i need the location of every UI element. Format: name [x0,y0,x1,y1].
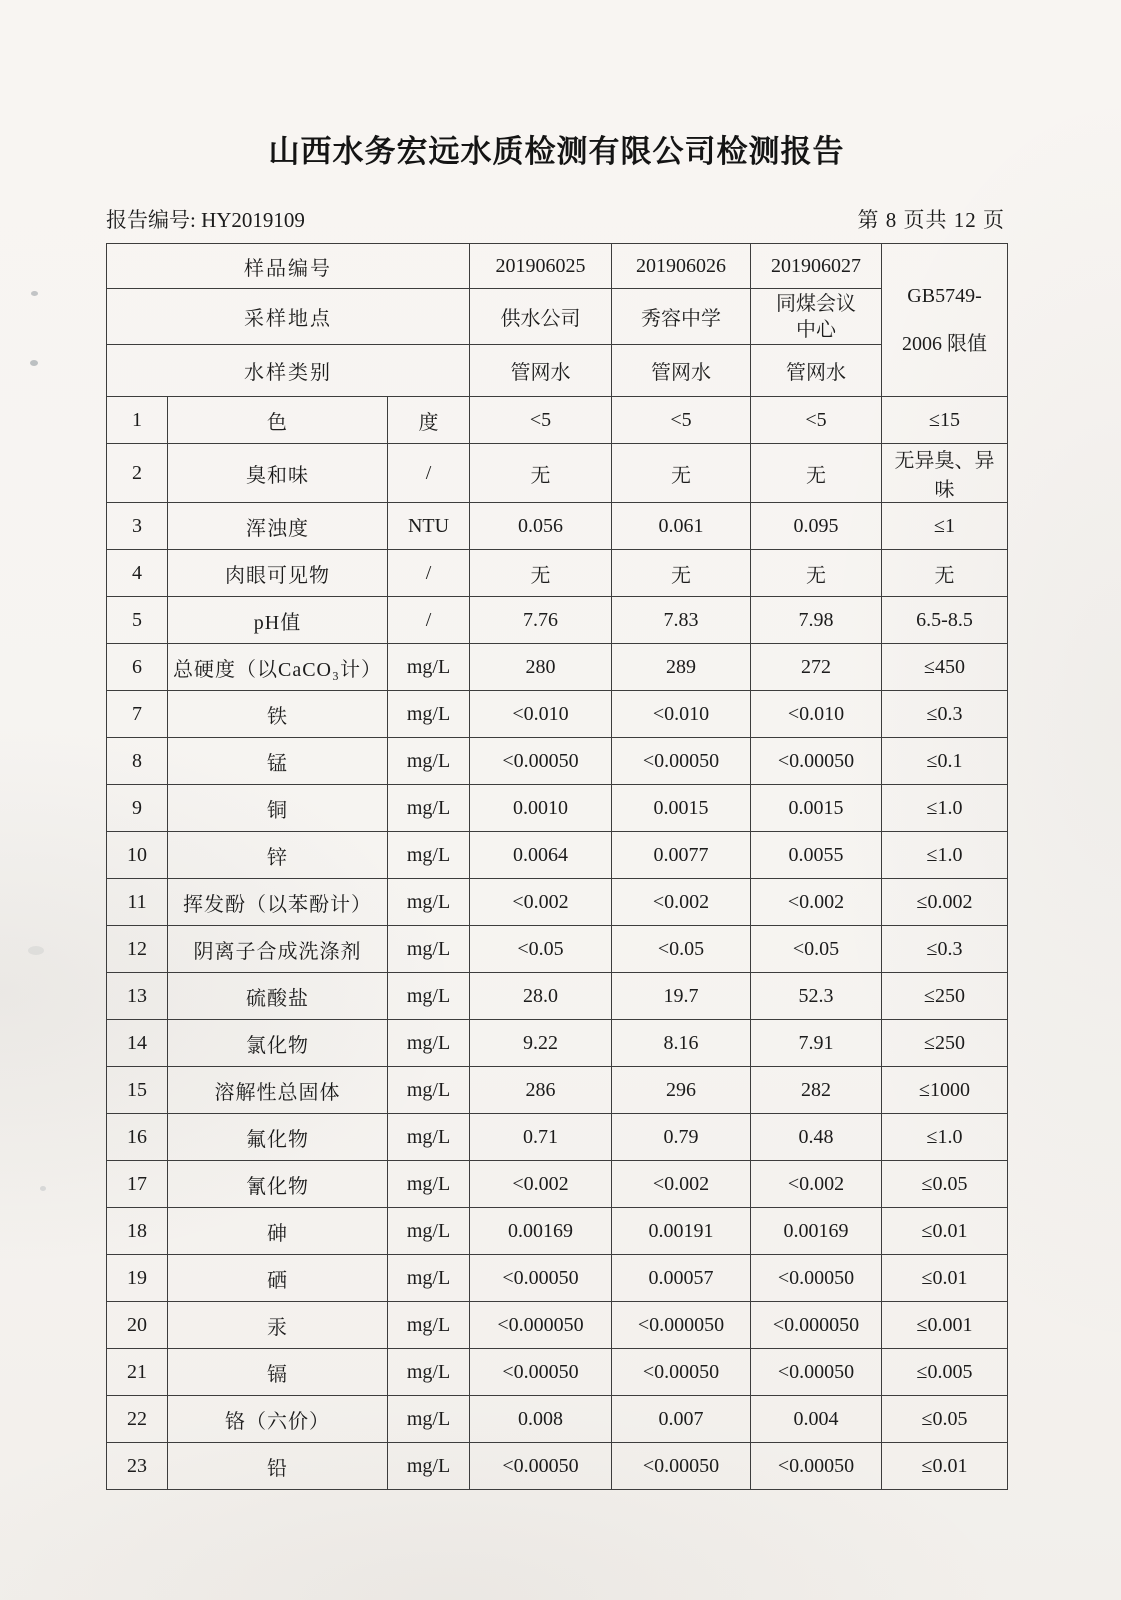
location-label: 采样地点 [107,289,470,345]
parameter-name: 总硬度（以CaCO₃计） [168,644,388,691]
limit-value: ≤0.01 [882,1208,1008,1255]
sample1-value: <0.00050 [470,1255,612,1302]
sample1-value: <0.010 [470,691,612,738]
sample3-value: <0.00050 [751,1443,882,1490]
limit-value: ≤0.002 [882,879,1008,926]
limit-standard-header [882,244,1008,397]
sample2-value: 0.007 [612,1396,751,1443]
row-number: 6 [107,644,168,691]
sample2-value: 296 [612,1067,751,1114]
sample3-value: 0.0015 [751,785,882,832]
location-3-text: 同煤会议中心 [776,292,857,341]
sample-no-3: 201906027 [751,244,882,289]
results-tbody [107,397,1008,1490]
limit-value: ≤250 [882,973,1008,1020]
sample-type-2: 管网水 [612,345,751,397]
sample2-value: 289 [612,644,751,691]
sample1-value: <0.002 [470,879,612,926]
unit-cell: NTU [388,503,470,550]
table-row [107,1067,1008,1114]
sample3-value: <0.000050 [751,1302,882,1349]
sample1-value: <0.000050 [470,1302,612,1349]
row-number: 14 [107,1020,168,1067]
parameter-name: 硫酸盐 [168,973,388,1020]
unit-cell: mg/L [388,973,470,1020]
unit-cell: mg/L [388,1208,470,1255]
parameter-name: 氯化物 [168,1020,388,1067]
sample2-value: 7.83 [612,597,751,644]
row-number: 18 [107,1208,168,1255]
table-row [107,879,1008,926]
sample2-value: 19.7 [612,973,751,1020]
limit-value: ≤0.01 [882,1443,1008,1490]
row-number: 5 [107,597,168,644]
sample3-value: <0.010 [751,691,882,738]
limit-value: 6.5-8.5 [882,597,1008,644]
sample3-value: <5 [751,397,882,444]
unit-cell: mg/L [388,644,470,691]
row-number: 3 [107,503,168,550]
sample1-value: 286 [470,1067,612,1114]
table-row [107,1208,1008,1255]
sample3-value: <0.002 [751,1161,882,1208]
parameter-name: 镉 [168,1349,388,1396]
parameter-name: 氟化物 [168,1114,388,1161]
parameter-name: 汞 [168,1302,388,1349]
limit-value: ≤0.001 [882,1302,1008,1349]
report-number: 报告编号: HY2019109 [106,208,305,232]
scan-speck [30,360,38,366]
sample1-value: 0.056 [470,503,612,550]
table-row [107,926,1008,973]
sample1-value: 0.0010 [470,785,612,832]
table-row [107,785,1008,832]
row-number: 20 [107,1302,168,1349]
limit-value: 无异臭、异味 [882,444,1008,503]
parameter-name: 铅 [168,1443,388,1490]
sample3-value: 7.98 [751,597,882,644]
sample-no-1: 201906025 [470,244,612,289]
sample-no-label: 样品编号 [107,244,470,289]
sample2-value: 无 [612,550,751,597]
sample1-value: 0.00169 [470,1208,612,1255]
unit-cell: mg/L [388,738,470,785]
sample1-value: 28.0 [470,973,612,1020]
limit-value: ≤0.01 [882,1255,1008,1302]
sample3-value: 0.48 [751,1114,882,1161]
sample1-value: 无 [470,550,612,597]
limit-value: ≤1.0 [882,832,1008,879]
table-row [107,550,1008,597]
header-row-sample-no [107,244,1008,289]
limit-value: ≤1.0 [882,1114,1008,1161]
sample1-value: 无 [470,444,612,503]
sample-type-1: 管网水 [470,345,612,397]
unit-cell: / [388,444,470,503]
sample2-value: <0.00050 [612,1349,751,1396]
sample1-value: 0.0064 [470,832,612,879]
table-row [107,444,1008,503]
row-number: 2 [107,444,168,503]
parameter-name: 阴离子合成洗涤剂 [168,926,388,973]
sample3-value: <0.00050 [751,1255,882,1302]
parameter-name: 挥发酚（以苯酚计） [168,879,388,926]
sample3-value: 0.095 [751,503,882,550]
sample2-value: <5 [612,397,751,444]
table-row [107,973,1008,1020]
report-meta [106,204,1007,234]
row-number: 22 [107,1396,168,1443]
unit-cell: mg/L [388,1067,470,1114]
limit-value: ≤0.3 [882,926,1008,973]
sample1-value: 0.008 [470,1396,612,1443]
sample-type-label: 水样类别 [107,345,470,397]
sample3-value: 282 [751,1067,882,1114]
unit-cell: mg/L [388,1020,470,1067]
row-number: 19 [107,1255,168,1302]
row-number: 10 [107,832,168,879]
row-number: 16 [107,1114,168,1161]
unit-cell: mg/L [388,691,470,738]
sample2-value: <0.00050 [612,1443,751,1490]
sample3-value: <0.05 [751,926,882,973]
table-row [107,691,1008,738]
row-number: 8 [107,738,168,785]
row-number: 13 [107,973,168,1020]
unit-cell: mg/L [388,1349,470,1396]
header-row-location [107,289,1008,345]
parameter-name: 铜 [168,785,388,832]
table-row [107,1020,1008,1067]
sample2-value: 0.0015 [612,785,751,832]
sample1-value: 0.71 [470,1114,612,1161]
sample3-value: 52.3 [751,973,882,1020]
sample-type-3: 管网水 [751,345,882,397]
sample2-value: <0.002 [612,879,751,926]
report-document [106,126,1007,1490]
sample2-value: 0.79 [612,1114,751,1161]
unit-cell: mg/L [388,1255,470,1302]
limit-value: ≤0.3 [882,691,1008,738]
sample3-value: 0.004 [751,1396,882,1443]
location-2: 秀容中学 [612,289,751,345]
page-title: 山西水务宏远水质检测有限公司检测报告 [268,134,845,169]
limit-value: ≤0.05 [882,1396,1008,1443]
limit-value: 无 [882,550,1008,597]
sample3-value: <0.002 [751,879,882,926]
row-number: 11 [107,879,168,926]
table-row [107,644,1008,691]
limit-value: ≤1 [882,503,1008,550]
limit-value: ≤0.05 [882,1161,1008,1208]
row-number: 1 [107,397,168,444]
unit-cell: mg/L [388,1396,470,1443]
unit-cell: mg/L [388,832,470,879]
parameter-name: 锰 [168,738,388,785]
unit-cell: / [388,550,470,597]
parameter-name: 肉眼可见物 [168,550,388,597]
sample2-value: 8.16 [612,1020,751,1067]
limit-value: ≤450 [882,644,1008,691]
limit-value: ≤250 [882,1020,1008,1067]
row-number: 15 [107,1067,168,1114]
page-indicator: 第 8 页共 12 页 [857,208,1005,232]
table-row [107,832,1008,879]
sample1-value: <0.00050 [470,738,612,785]
table-row [107,503,1008,550]
limit-value: ≤1000 [882,1067,1008,1114]
limit-value: ≤15 [882,397,1008,444]
row-number: 12 [107,926,168,973]
results-table [106,243,1008,1490]
unit-cell: mg/L [388,1302,470,1349]
header-row-sample-type [107,345,1008,397]
sample2-value: 0.00057 [612,1255,751,1302]
sample3-value: 272 [751,644,882,691]
table-row [107,1302,1008,1349]
sample3-value: <0.00050 [751,738,882,785]
unit-cell: mg/L [388,1161,470,1208]
sample1-value: 280 [470,644,612,691]
table-row [107,1396,1008,1443]
unit-cell: mg/L [388,785,470,832]
sample1-value: <0.00050 [470,1349,612,1396]
sample1-value: <0.00050 [470,1443,612,1490]
row-number: 23 [107,1443,168,1490]
limit-standard-line1: GB5749- [907,285,982,307]
sample1-value: 7.76 [470,597,612,644]
location-1: 供水公司 [470,289,612,345]
scan-speck [31,291,38,296]
limit-value: ≤0.005 [882,1349,1008,1396]
sample2-value: <0.010 [612,691,751,738]
limit-value: ≤1.0 [882,785,1008,832]
table-row [107,597,1008,644]
sample2-value: <0.000050 [612,1302,751,1349]
location-3 [751,289,882,345]
sample3-value: <0.00050 [751,1349,882,1396]
sample2-value: <0.002 [612,1161,751,1208]
parameter-name: 色 [168,397,388,444]
parameter-name: 硒 [168,1255,388,1302]
parameter-name: pH值 [168,597,388,644]
sample3-value: 无 [751,550,882,597]
parameter-name: 浑浊度 [168,503,388,550]
sample3-value: 0.0055 [751,832,882,879]
sample2-value: <0.05 [612,926,751,973]
row-number: 4 [107,550,168,597]
table-row [107,738,1008,785]
sample2-value: 0.0077 [612,832,751,879]
limit-value: ≤0.1 [882,738,1008,785]
table-row [107,1114,1008,1161]
row-number: 21 [107,1349,168,1396]
sample-no-2: 201906026 [612,244,751,289]
sample1-value: 9.22 [470,1020,612,1067]
sample2-value: <0.00050 [612,738,751,785]
parameter-name: 锌 [168,832,388,879]
scan-speck [28,946,44,955]
table-row [107,1161,1008,1208]
sample1-value: <5 [470,397,612,444]
sample1-value: <0.002 [470,1161,612,1208]
unit-cell: mg/L [388,926,470,973]
unit-cell: mg/L [388,1443,470,1490]
table-row [107,1349,1008,1396]
sample2-value: 无 [612,444,751,503]
parameter-name: 铁 [168,691,388,738]
unit-cell: mg/L [388,879,470,926]
table-row [107,397,1008,444]
sample1-value: <0.05 [470,926,612,973]
sample3-value: 0.00169 [751,1208,882,1255]
parameter-name: 氰化物 [168,1161,388,1208]
unit-cell: / [388,597,470,644]
row-number: 17 [107,1161,168,1208]
sample2-value: 0.00191 [612,1208,751,1255]
sample3-value: 无 [751,444,882,503]
parameter-name: 臭和味 [168,444,388,503]
row-number: 9 [107,785,168,832]
row-number: 7 [107,691,168,738]
parameter-name: 铬（六价） [168,1396,388,1443]
table-row [107,1443,1008,1490]
parameter-name: 溶解性总固体 [168,1067,388,1114]
limit-standard-line2: 2006 限值 [902,333,988,355]
sample2-value: 0.061 [612,503,751,550]
scan-speck [40,1186,46,1191]
sample3-value: 7.91 [751,1020,882,1067]
unit-cell: 度 [388,397,470,444]
parameter-name: 砷 [168,1208,388,1255]
unit-cell: mg/L [388,1114,470,1161]
table-row [107,1255,1008,1302]
